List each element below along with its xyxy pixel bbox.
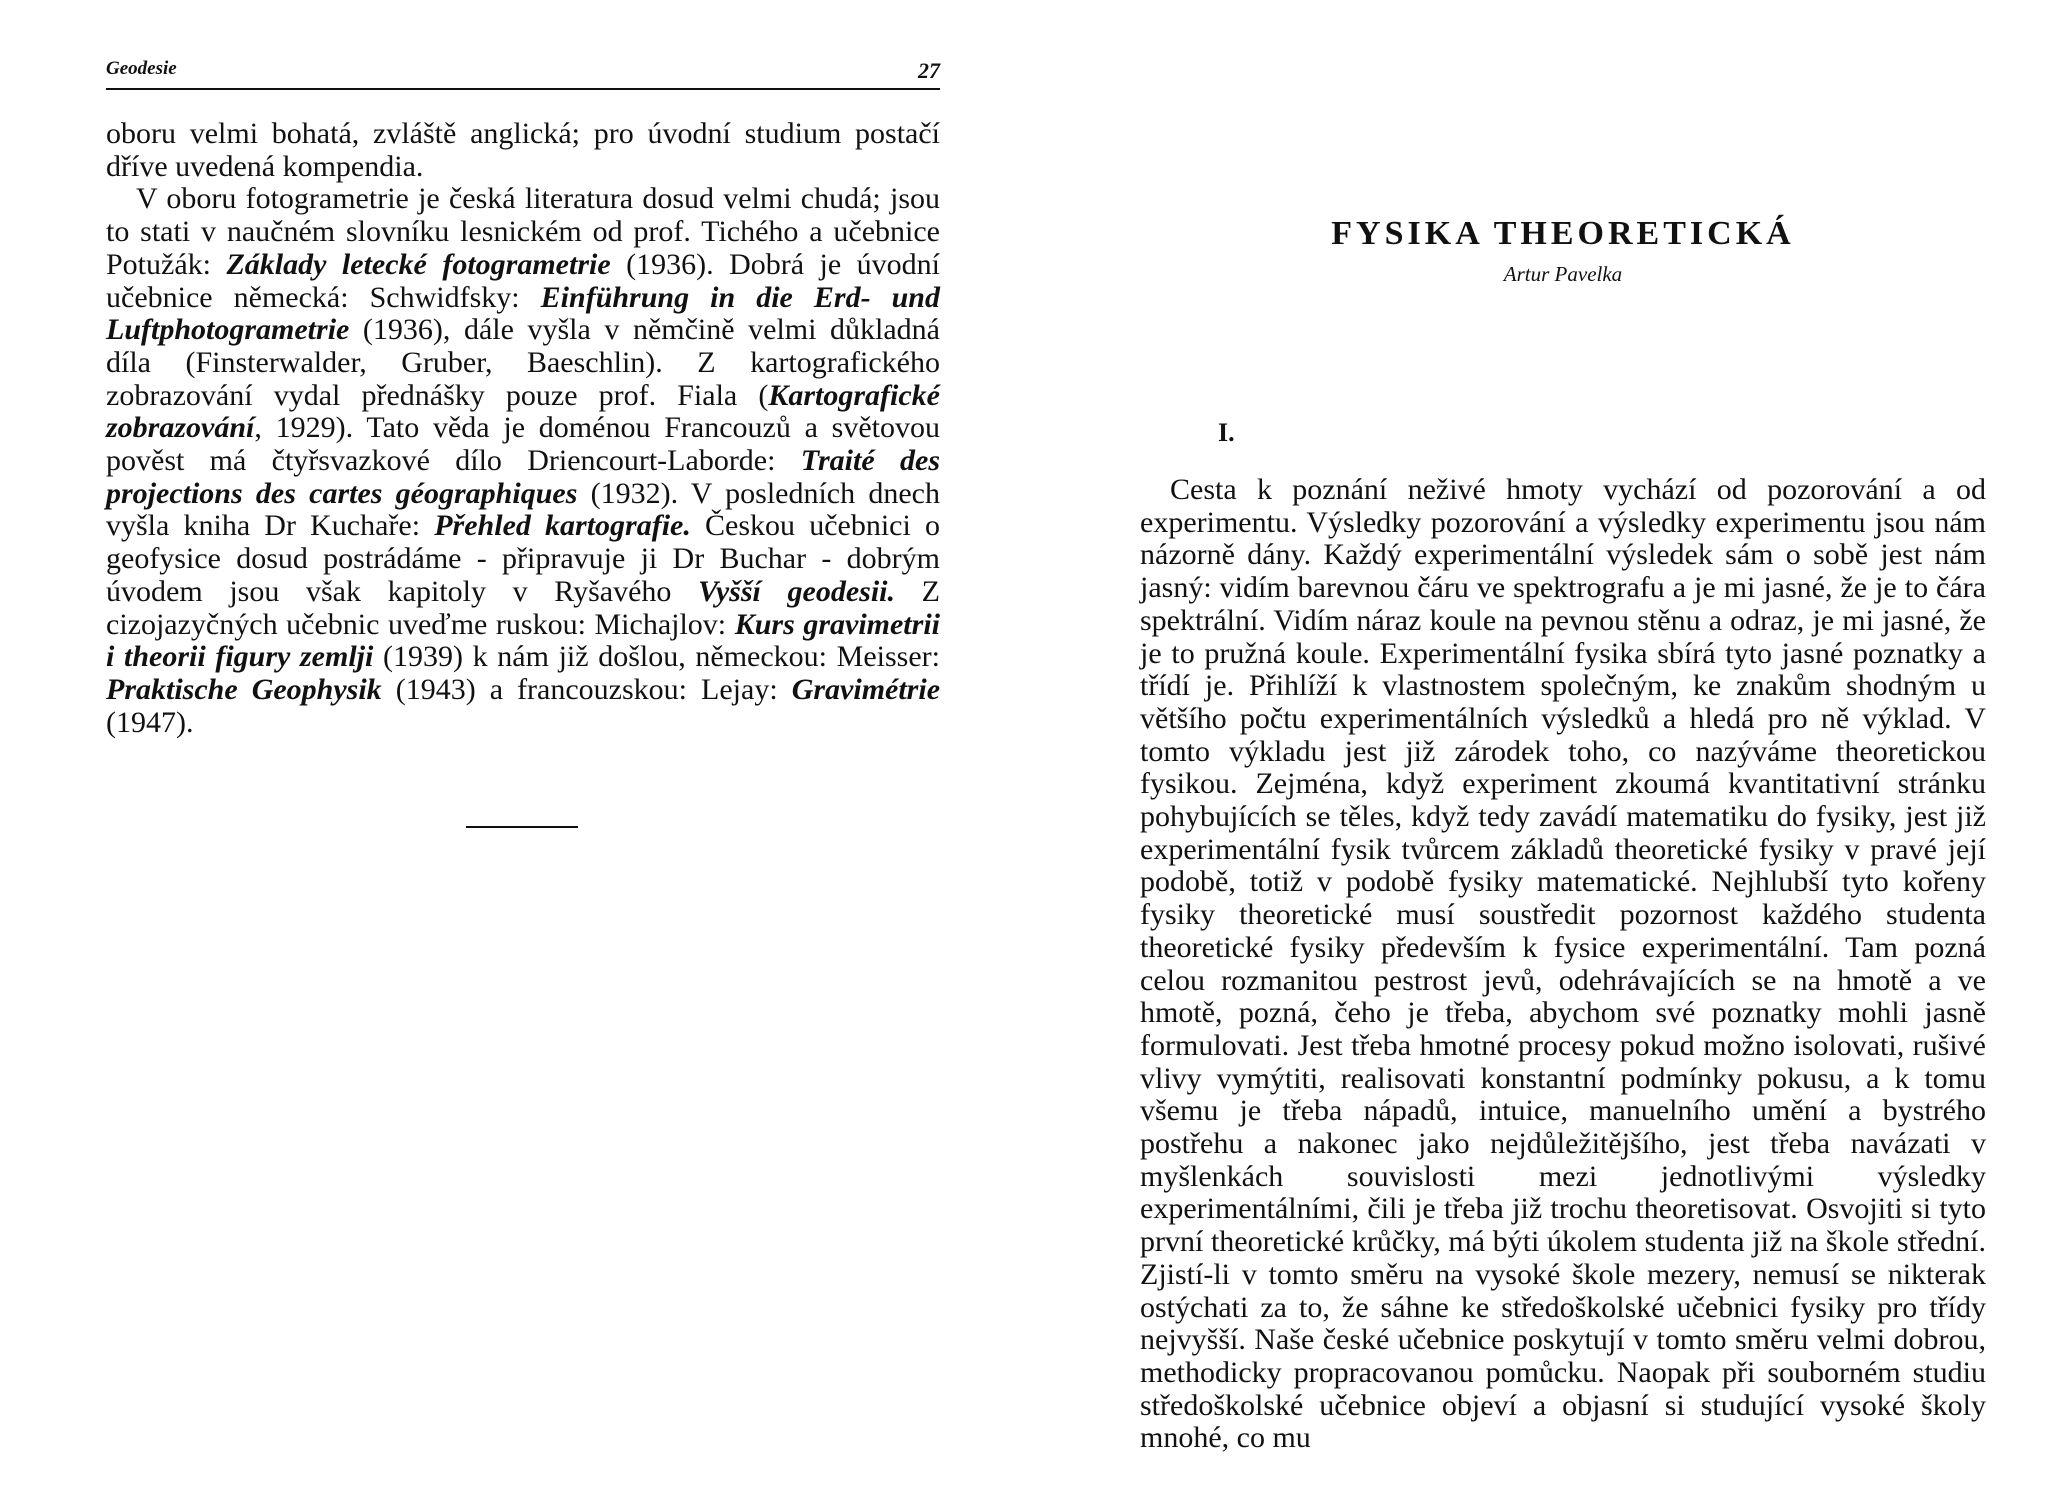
book-title: Přehled kartografie. — [434, 509, 691, 543]
book-title: Gravimétrie — [791, 672, 941, 706]
running-header — [106, 58, 940, 90]
section-number: I. — [1218, 418, 1235, 447]
text-run: (1932). V posledních dnech vyšla kniha Dr Kuchaře: — [106, 476, 940, 543]
running-title: Geodesie — [106, 58, 177, 79]
article-title: FYSIKA THEORETICKÁ — [1331, 215, 1795, 252]
text-run: , 1929). Tato věda je doménou Francouzů a světovou pověst má čtyřsvazkové dílo Driencourt-Laborde: — [106, 411, 940, 478]
section-end-rule — [466, 826, 578, 828]
text-run: V oboru fotogrametrie je česká literatura dosud velmi chudá; jsou to stati v naučném slovníku lesnickém od prof. Tichého a učebnice Potužák: — [106, 182, 940, 281]
book-title: Praktische Geophysik — [106, 672, 382, 706]
book-title: Traité des projections des cartes géographiques — [106, 444, 940, 510]
article-author: Artur Pavelka — [1503, 262, 1623, 286]
text-run: Českou učebnici o geofysice dosud postrádáme - připravuje ji Dr Buchar - dobrým úvodem jsou však kapitoly v Ryšavého — [106, 509, 940, 608]
book-title: Einführung in die Erd- und Luftphotogrametrie — [106, 280, 940, 347]
book-title: Kartografické zobrazování — [106, 378, 940, 445]
text-run: (1939) k nám již došlou, německou: Meisser: — [373, 640, 940, 674]
text-run: (1947). — [106, 705, 194, 739]
text-run: Cesta k poznání neživé hmoty vychází od pozorování a od experimentu. Výsledky pozorování a výsledky experimentu jsou nám názorně dány. Každý experimentální výsledek sám o sobě jest nám jasný: vidím barevnou čáru ve spektrografu a je mi jasné, že je to čára spektrální. Vidím náraz koule na pevnou stěnu a odraz, je mi jasné, že je to pružná koule. Experimentální fysika sbírá tyto jasné poznatky a třídí je. Přihlíží k vlastnostem společným, ke znakům shodným u většího počtu experimentálních výsledků a hledá pro ně výklad. V tomto výkladu jest již zárodek toho, co nazýváme theoretickou fysikou. Zejména, když experiment zkoumá kvantitativní stránku pohybujících se těles, když tedy zavádí matematiku do fysiky, jest již experimentální fysik tvůrcem základů theoretické fysiky v pravé její podobě, totiž v podobě fysiky matematické. Nejhlubší tyto kořeny fysiky theoretické musí soustředit pozornost každého studenta theoretické fysiky především k fysice experimentální. Tam pozná celou rozmanitou pestrost jevů, odehrávajících se na hmotě a ve hmotě, pozná, čeho je třeba, abychom své poznatky mohli jasně formulovati. Jest třeba hmotné procesy pokud možno isolovati, rušivé vlivy vymýtiti, realisovati konstantní podmínky pokusu, a k tomu všemu je třeba nápadů, intuice, manuelního umění a bystrého postřehu a nakonec jako nejdůležitějšího, jest třeba navázati v myšlenkách souvislosti mezi jednotlivými výsledky experimentálními, čili je třeba již trochu theoretisovat. Osvojiti si tyto první theoretické krůčky, má býti úkolem studenta již na škole střední. Zjistí-li v tomto směru na vysoké škole mezery, nemusí se nikterak ostýchati za to, že sáhne ke středoškolské učebnici fysiky pro třídy nejvyšší. Naše české učebnice poskytují v tomto směru velmi dobrou, methodicky propracovanou pomůcku. Naopak při souborném studiu středoškolské učebnice objeví a objasní si studující vysoké školy mnohé, co mu — [1140, 473, 1986, 1455]
text-run: (1943) a francouzskou: Lejay: — [381, 672, 792, 706]
text-run: (1936), dále vyšla v němčině velmi důkladná díla (Finsterwalder, Gruber, Baeschlin). Z kartografického zobrazování vydal přednášky pouze prof. Fiala ( — [106, 313, 940, 412]
paragraph — [1140, 474, 1986, 1455]
book-title: Vyšší geodesii. — [698, 574, 896, 608]
paragraph — [106, 118, 940, 183]
book-title: Základy letecké fotogrametrie — [226, 247, 611, 281]
right-body-text — [1140, 474, 1986, 1455]
text-run: (1936). Dobrá je úvodní učebnice německá: Schwidfsky: — [106, 247, 941, 314]
paragraph — [106, 183, 940, 739]
text-run: Z cizojazyčných učebnic uveďme ruskou: Michajlov: — [106, 574, 941, 641]
left-body-text — [106, 118, 940, 739]
book-title: Kurs gravimetrii i theorii figury zemlji — [106, 607, 940, 674]
text-run: oboru velmi bohatá, zvláště anglická; pro úvodní studium postačí dříve uvedená kompendia. — [106, 117, 940, 183]
page-number: 27 — [918, 58, 940, 83]
